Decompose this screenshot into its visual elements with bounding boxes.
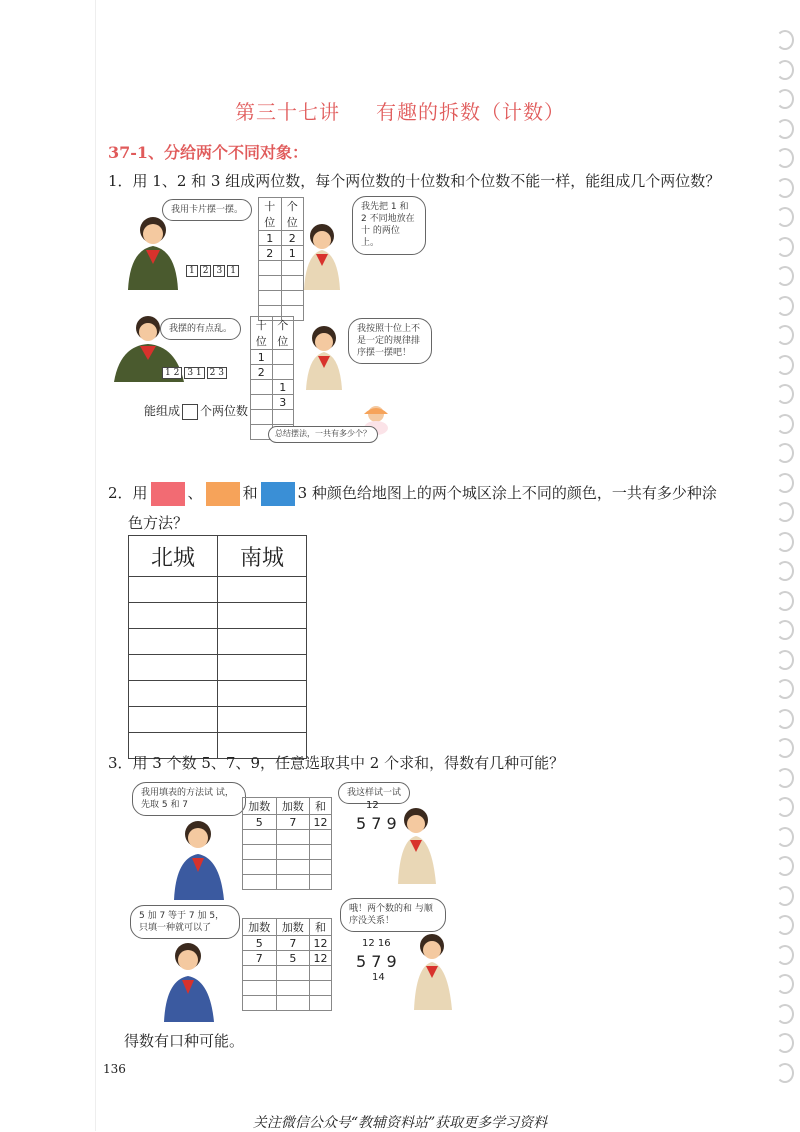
- girl-figure-icon: [298, 222, 346, 292]
- binder-ring: [776, 532, 794, 552]
- q1-answer-box[interactable]: [182, 404, 198, 420]
- table-cell[interactable]: 7: [276, 936, 310, 951]
- table-row: [251, 395, 294, 410]
- table-row: [243, 951, 332, 966]
- binder-ring: [776, 709, 794, 729]
- table-header-row: [251, 317, 294, 350]
- table-cell[interactable]: 5: [243, 815, 277, 830]
- number-tile: 3 1: [184, 367, 204, 379]
- table-cell[interactable]: [259, 276, 282, 291]
- binder-ring: [776, 620, 794, 640]
- table-cell[interactable]: [281, 291, 304, 306]
- q3-speech-bubble-2: 我这样试一试: [338, 782, 410, 804]
- binder-ring: [776, 178, 794, 198]
- answer-cell[interactable]: [129, 629, 218, 655]
- number-tile: 3: [213, 265, 225, 277]
- table-row: [243, 830, 332, 845]
- table-row: [259, 291, 304, 306]
- binder-ring: [776, 266, 794, 286]
- table-row: [129, 629, 307, 655]
- q1-speech-bubble-4: 我按照十位上不 是一定的规律排 序摆一摆吧！: [348, 318, 432, 364]
- table-cell[interactable]: 2: [251, 365, 273, 380]
- table-cell[interactable]: 5: [243, 936, 277, 951]
- answer-cell[interactable]: [218, 707, 307, 733]
- q3-partial-sum-top-2: 12 16: [362, 938, 391, 949]
- table-cell[interactable]: 1: [251, 350, 273, 365]
- table-cell[interactable]: [272, 350, 294, 365]
- boy-figure-icon: [158, 940, 222, 1024]
- q1-speech-bubble-3: 我摆的有点乱。: [160, 318, 241, 340]
- binder-ring: [776, 768, 794, 788]
- table-row: [243, 996, 332, 1011]
- binder-ring: [776, 237, 794, 257]
- binder-ring: [776, 915, 794, 935]
- q3-speech-bubble-4: 哦！两个数的和 与顺序没关系！: [340, 898, 446, 932]
- q1-hint-bubble: 总结摆法，一共有多少个？: [268, 426, 378, 443]
- binder-ring: [776, 384, 794, 404]
- answer-cell[interactable]: [129, 707, 218, 733]
- answer-cell[interactable]: [129, 681, 218, 707]
- table-row: [243, 860, 332, 875]
- q2-text-before: 2．用: [108, 484, 148, 502]
- table-header-cell: 加数: [243, 798, 277, 815]
- table-cell[interactable]: [276, 860, 310, 875]
- north-city-header: 北城: [129, 536, 218, 577]
- coloring-answer-table: [128, 535, 307, 759]
- table-cell[interactable]: 12: [310, 936, 332, 951]
- q3-sum-table-1: [242, 797, 332, 890]
- q3-partial-sum-bottom-2: 14: [372, 972, 385, 983]
- q1-place-value-grid-2: [250, 316, 294, 440]
- binder-ring: [776, 856, 794, 876]
- number-tile: 1 2: [162, 367, 182, 379]
- q1-answer-after: 个两位数: [200, 404, 249, 418]
- binder-ring: [776, 355, 794, 375]
- table-cell[interactable]: [243, 845, 277, 860]
- boy-figure-icon: [118, 212, 188, 292]
- question-3-text: 3．用 3 个数 5、7、9，任意选取其中 2 个求和，得数有几种可能？: [108, 754, 565, 772]
- table-cell[interactable]: 1: [272, 380, 294, 395]
- table-cell[interactable]: 1: [259, 231, 282, 246]
- answer-cell[interactable]: [218, 577, 307, 603]
- table-cell[interactable]: [310, 875, 332, 890]
- question-2-text: [108, 482, 717, 506]
- answer-cell[interactable]: [218, 629, 307, 655]
- q3-number-row-1: 5 7 9: [356, 814, 397, 833]
- table-row: [259, 231, 304, 246]
- question-1-text: 1．用 1、2 和 3 组成两位数，每个两位数的十位数和个位数不能一样，能组成几个两位数？: [108, 172, 721, 190]
- table-row: [243, 815, 332, 830]
- table-row: [129, 577, 307, 603]
- table-cell[interactable]: [310, 981, 332, 996]
- binder-ring: [776, 591, 794, 611]
- table-cell[interactable]: [276, 981, 310, 996]
- table-row: [259, 276, 304, 291]
- south-city-header: 南城: [218, 536, 307, 577]
- q1-speech-bubble-1: 我用卡片摆一摆。: [162, 199, 252, 221]
- table-row: [259, 246, 304, 261]
- table-cell[interactable]: [272, 365, 294, 380]
- table-row: [251, 365, 294, 380]
- binder-ring: [776, 207, 794, 227]
- table-header-row: [243, 798, 332, 815]
- q2-sep-2: 和: [242, 484, 258, 502]
- table-header-cell: 十位: [259, 198, 282, 231]
- q2-text-after: 3 种颜色给地图上的两个城区涂上不同的颜色，一共有多少种涂: [297, 484, 717, 502]
- q1-answer-before: 能组成: [144, 404, 181, 418]
- table-row: [129, 603, 307, 629]
- table-cell[interactable]: 7: [276, 815, 310, 830]
- girl-figure-icon: [392, 806, 442, 886]
- answer-cell[interactable]: [218, 603, 307, 629]
- table-row: [243, 845, 332, 860]
- binder-ring: [776, 561, 794, 581]
- table-cell[interactable]: [276, 830, 310, 845]
- table-cell[interactable]: [243, 996, 277, 1011]
- table-cell[interactable]: 3: [272, 395, 294, 410]
- table-cell[interactable]: [276, 875, 310, 890]
- binder-ring: [776, 974, 794, 994]
- table-header-row: [243, 919, 332, 936]
- table-row: [129, 681, 307, 707]
- binder-ring: [776, 797, 794, 817]
- q1-speech-bubble-2: 我先把 1 和 2 不同地放在十 的两位上。: [352, 196, 426, 255]
- table-cell[interactable]: [243, 860, 277, 875]
- table-cell[interactable]: 12: [310, 951, 332, 966]
- binder-ring: [776, 886, 794, 906]
- table-cell[interactable]: [276, 845, 310, 860]
- table-cell[interactable]: 7: [243, 951, 277, 966]
- table-row: [243, 936, 332, 951]
- page-number: 136: [103, 1062, 126, 1076]
- table-cell[interactable]: 5: [276, 951, 310, 966]
- q3-sum-table-2: [242, 918, 332, 1011]
- binder-ring: [776, 148, 794, 168]
- binder-ring: [776, 296, 794, 316]
- binder-ring: [776, 502, 794, 522]
- q3-answer-line: 得数有口种可能。: [124, 1032, 245, 1050]
- binder-ring: [776, 738, 794, 758]
- table-row: [251, 350, 294, 365]
- table-cell[interactable]: 1: [281, 246, 304, 261]
- table-row: [243, 966, 332, 981]
- binder-ring: [776, 60, 794, 80]
- answer-cell[interactable]: [129, 577, 218, 603]
- table-cell[interactable]: [276, 966, 310, 981]
- table-row: [251, 380, 294, 395]
- number-tile: 2 3: [207, 367, 227, 379]
- table-row: [259, 261, 304, 276]
- binder-ring: [776, 1063, 794, 1083]
- table-cell[interactable]: 12: [310, 815, 332, 830]
- table-row: [129, 655, 307, 681]
- answer-cell[interactable]: [218, 655, 307, 681]
- page-title: [0, 96, 800, 125]
- table-row: [251, 410, 294, 425]
- binder-ring: [776, 945, 794, 965]
- binder-ring: [776, 30, 794, 50]
- table-header-cell: 加数: [243, 919, 277, 936]
- q3-speech-bubble-3: 5 加 7 等于 7 加 5， 只填一种就可以了: [130, 905, 240, 939]
- table-cell[interactable]: [243, 830, 277, 845]
- table-header-row: [129, 536, 307, 577]
- table-cell[interactable]: [259, 261, 282, 276]
- orange-swatch: [206, 482, 240, 506]
- q1-number-tiles-1: [186, 258, 241, 277]
- table-cell[interactable]: [310, 996, 332, 1011]
- table-cell[interactable]: 2: [259, 246, 282, 261]
- red-swatch: [151, 482, 185, 506]
- q1-number-tiles-2: [162, 360, 229, 379]
- q1-answer-line: [144, 402, 248, 420]
- table-header-cell: 和: [310, 919, 332, 936]
- table-header-cell: 十位: [251, 317, 273, 350]
- table-cell[interactable]: [259, 291, 282, 306]
- table-cell[interactable]: [310, 830, 332, 845]
- number-tile: 1: [186, 265, 198, 277]
- table-cell[interactable]: [243, 981, 277, 996]
- q2-sep-1: 、: [187, 484, 203, 502]
- girl-figure-icon: [300, 324, 348, 392]
- table-row: [129, 707, 307, 733]
- binder-ring: [776, 443, 794, 463]
- number-tile: 1: [227, 265, 239, 277]
- table-header-cell: 个位: [281, 198, 304, 231]
- table-header-row: [259, 198, 304, 231]
- table-cell[interactable]: [251, 380, 273, 395]
- section-heading: 37-1、分给两个不同对象：: [108, 143, 309, 162]
- table-header-cell: 加数: [276, 798, 310, 815]
- table-cell[interactable]: [243, 875, 277, 890]
- table-cell[interactable]: [276, 996, 310, 1011]
- girl-figure-icon: [408, 932, 458, 1012]
- binder-ring: [776, 1004, 794, 1024]
- lesson-number: 第三十七讲: [235, 100, 340, 124]
- q3-speech-bubble-1: 我用填表的方法试 试，先取 5 和 7: [132, 782, 246, 816]
- table-cell[interactable]: [272, 410, 294, 425]
- table-header-cell: 个位: [272, 317, 294, 350]
- answer-cell[interactable]: [218, 681, 307, 707]
- binder-ring: [776, 325, 794, 345]
- binder-ring: [776, 679, 794, 699]
- table-cell[interactable]: [310, 860, 332, 875]
- answer-cell[interactable]: [129, 603, 218, 629]
- q3-partial-sum-top-1: 12: [366, 800, 379, 811]
- table-cell[interactable]: [251, 395, 273, 410]
- table-header-cell: 和: [310, 798, 332, 815]
- table-cell[interactable]: 2: [281, 231, 304, 246]
- binder-ring: [776, 473, 794, 493]
- table-row: [243, 981, 332, 996]
- number-tile: 2: [200, 265, 212, 277]
- table-row: [243, 875, 332, 890]
- table-cell[interactable]: [251, 410, 273, 425]
- table-header-cell: 加数: [276, 919, 310, 936]
- table-cell[interactable]: [243, 966, 277, 981]
- binder-ring: [776, 650, 794, 670]
- binder-rings: [768, 30, 794, 1080]
- question-2-text-line2: 色方法？: [128, 514, 189, 532]
- table-cell[interactable]: [310, 966, 332, 981]
- binder-ring: [776, 827, 794, 847]
- answer-cell[interactable]: [129, 655, 218, 681]
- lesson-name: 有趣的拆数（计数）: [376, 100, 565, 124]
- blue-swatch: [261, 482, 295, 506]
- q3-number-row-2: 5 7 9: [356, 952, 397, 971]
- footer-note: 关注微信公众号“教辅资料站”获取更多学习资料: [252, 1115, 548, 1131]
- table-cell[interactable]: [310, 845, 332, 860]
- binder-ring: [776, 414, 794, 434]
- binder-ring: [776, 1033, 794, 1053]
- boy-figure-icon: [168, 818, 232, 902]
